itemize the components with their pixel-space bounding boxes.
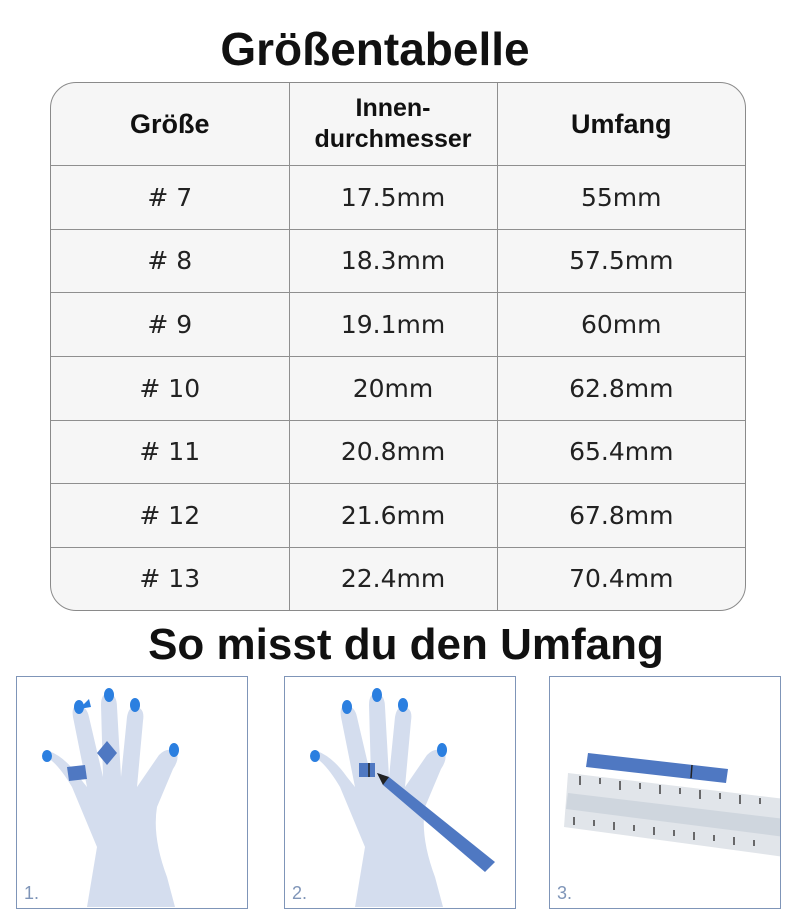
header-size: Größe — [51, 83, 289, 166]
table-row — [51, 229, 745, 293]
size-cell: # 9 — [51, 293, 289, 357]
inner-diameter-cell: 19.1mm — [289, 293, 497, 357]
circumference-cell: 65.4mm — [497, 420, 745, 484]
table-row — [51, 484, 745, 548]
size-cell: # 10 — [51, 356, 289, 420]
circumference-cell: 60mm — [497, 293, 745, 357]
step-number: 1. — [24, 883, 40, 903]
inner-diameter-cell: 18.3mm — [289, 229, 497, 293]
section-title: So misst du den Umfang — [148, 620, 664, 669]
inner-diameter-cell: 20.8mm — [289, 420, 497, 484]
inner-diameter-cell: 22.4mm — [289, 547, 497, 610]
size-cell: # 13 — [51, 547, 289, 610]
table-header-row — [51, 83, 745, 166]
circumference-cell: 57.5mm — [497, 229, 745, 293]
inner-diameter-cell: 17.5mm — [289, 166, 497, 230]
circumference-cell: 55mm — [497, 166, 745, 230]
table-row — [51, 356, 745, 420]
page-title: Größentabelle — [220, 23, 530, 75]
inner-diameter-cell: 20mm — [289, 356, 497, 420]
step-panel-2 — [284, 676, 516, 909]
table-row — [51, 293, 745, 357]
circumference-cell: 62.8mm — [497, 356, 745, 420]
table-row — [51, 420, 745, 484]
hand-paper-strip-icon — [17, 677, 247, 908]
table-row — [51, 166, 745, 230]
size-cell: # 7 — [51, 166, 289, 230]
header-circumference: Umfang — [497, 83, 745, 166]
step-number: 3. — [557, 883, 573, 903]
table-row — [51, 547, 745, 610]
header-inner-diameter: Innen- durchmesser — [289, 83, 497, 166]
inner-diameter-cell: 21.6mm — [289, 484, 497, 548]
hand-pen-mark-icon — [285, 677, 515, 908]
size-cell: # 12 — [51, 484, 289, 548]
size-table — [50, 82, 746, 611]
size-cell: # 11 — [51, 420, 289, 484]
step-panel-1 — [16, 676, 248, 909]
step-panel-3 — [549, 676, 781, 909]
step-number: 2. — [292, 883, 308, 903]
circumference-cell: 67.8mm — [497, 484, 745, 548]
strip-ruler-icon — [550, 677, 780, 908]
circumference-cell: 70.4mm — [497, 547, 745, 610]
size-cell: # 8 — [51, 229, 289, 293]
